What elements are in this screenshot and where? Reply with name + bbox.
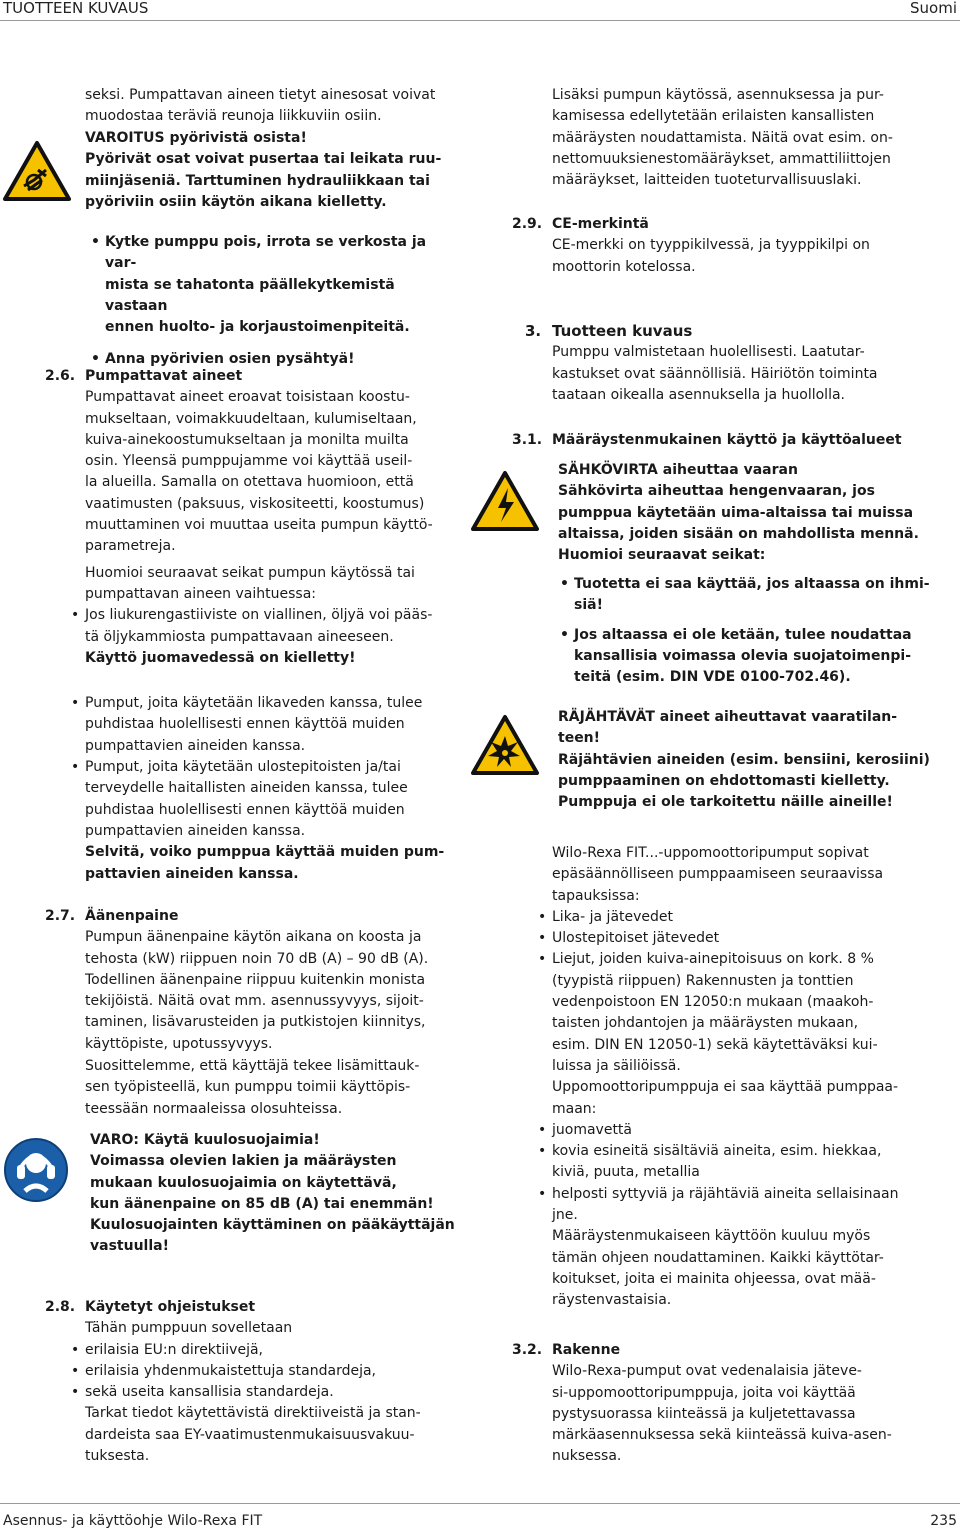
- section-2-9: [552, 214, 952, 278]
- text-line: nettomuuksienestomääräykset, ammattiliittojen: [552, 150, 891, 167]
- section-number-2-6: 2.6.: [45, 368, 76, 384]
- text-line: Määräystenmukaiseen käyttöön kuuluu myös: [552, 1228, 871, 1245]
- text-line: kastukset ovat säännöllisiä. Häiriötön toiminta: [552, 365, 878, 382]
- warning-title: RÄJÄHTÄVÄT aineet aiheuttavat vaaratilan-: [558, 709, 898, 725]
- text-line: epäsäännölliseen pumppaamiseen seuraavissa: [552, 866, 884, 883]
- warning-title: SÄHKÖVIRTA aiheuttaa vaaran: [558, 462, 798, 478]
- text-line: moottorin kotelossa.: [552, 258, 696, 275]
- text-line: Tähän pumppuun sovelletaan: [85, 1320, 293, 1337]
- section-3-1-title: Määräystenmukainen käyttö ja käyttöalueet: [552, 432, 902, 448]
- section-2-8: [85, 1297, 460, 1467]
- section-title: Rakenne: [552, 1342, 621, 1358]
- text-line: taataan oikealla asennuksella ja huollolla.: [552, 386, 845, 403]
- text-line: kuiva-ainekoostumukseltaan ja monilta muilta: [85, 431, 409, 448]
- text-line: Pumppuja ei ole tarkoitettu näille aineille!: [558, 794, 893, 811]
- text-line: kansallisia voimassa olevia suojatoimenpi-: [574, 647, 912, 664]
- text-line: dardeista saa EY-vaatimustenmukaisuusvakuu-: [85, 1426, 415, 1443]
- bullet-item: • Pumput, joita käytetään likaveden kanssa, tulee: [85, 693, 460, 714]
- text-line: Huomioi seuraavat seikat pumpun käytössä tai: [85, 564, 415, 581]
- text-line: Todellinen äänenpaine riippuu kuitenkin monista: [85, 971, 426, 988]
- text-line: luissa ja säiliöissä.: [552, 1057, 681, 1074]
- text-line: Huomioi seuraavat seikat:: [558, 547, 766, 564]
- section-title: Tuotteen kuvaus: [552, 322, 693, 340]
- text-line: terveydelle haitallisten aineiden kanssa, tulee: [85, 780, 408, 797]
- text-line: taisten johdantojen ja määräysten mukaan,: [552, 1015, 859, 1032]
- bullet-item: • Jos altaassa ei ole ketään, tulee noudattaa: [574, 625, 954, 646]
- section-2-7: [85, 906, 460, 1120]
- text-line: esim. DIN EN 12050-1) sekä käytettäväksi kui-: [552, 1036, 878, 1053]
- text-line: mukaan kuulosuojaimia on käytettävä,: [90, 1174, 397, 1191]
- text-line: parametreja.: [85, 538, 176, 555]
- page-footer: [0, 1503, 960, 1532]
- bullet-item: • Tuotetta ei saa käyttää, jos altaassa on ihmi-: [574, 574, 954, 595]
- text-line: puhdistaa huolellisesti ennen käyttöä muiden: [85, 801, 405, 818]
- text-line: Sähkövirta aiheuttaa hengenvaaran, jos: [558, 483, 875, 500]
- text-line: Selvitä, voiko pumppua käyttää muiden pum-: [85, 844, 445, 861]
- text-line: CE-merkki on tyyppikilvessä, ja tyyppikilpi on: [552, 237, 870, 254]
- text-line: pumppua käytetään uima-altaissa tai muissa: [558, 504, 914, 521]
- bullet-item: • Lika- ja jätevedet: [552, 907, 952, 928]
- text-line: vastuulla!: [90, 1238, 169, 1255]
- section-title: Pumpattavat aineet: [85, 368, 243, 384]
- text-line: Kuulosuojainten käyttäminen on pääkäyttäjän: [90, 1217, 455, 1234]
- text-line: jne.: [552, 1207, 578, 1224]
- text-line: pattavien aineiden kanssa.: [85, 865, 299, 882]
- text-line: seksi. Pumpattavan aineen tietyt ainesosat voivat: [85, 87, 436, 103]
- text-line: pyöriviin osiin käytön aikana kielletty.: [85, 193, 387, 210]
- text-line: maan:: [552, 1100, 597, 1117]
- text-line: altaissa, joiden sisään on mahdollista mennä.: [558, 525, 919, 542]
- text-line: mukseltaan, voimakkuudeltaan, kulumiseltaan,: [85, 410, 417, 427]
- section-number-2-7: 2.7.: [45, 908, 76, 924]
- page-header: [0, 0, 960, 21]
- text-line: tä öljykammiosta pumpattavaan aineeseen.: [85, 628, 394, 645]
- rotating-warning-bullets: [105, 232, 455, 371]
- text-line: Pumpun äänenpaine käytön aikana on koosta ja: [85, 929, 422, 946]
- text-line: koitukset, joita ei mainita ohjeessa, ovat mää-: [552, 1270, 876, 1287]
- bullet-item: • Anna pyörivien osien pysähtyä!: [105, 349, 455, 370]
- text-line: nuksessa.: [552, 1448, 622, 1465]
- section-number-3-2: 3.2.: [512, 1342, 543, 1358]
- section-title: Äänenpaine: [85, 908, 179, 924]
- text-line: la alueilla. Samalla on otettava huomioon, että: [85, 474, 414, 491]
- electric-shock-warning-icon: [470, 470, 540, 532]
- bullet-item: • erilaisia yhdenmukaistettuja standardeja,: [85, 1361, 460, 1382]
- text-line: muuttaminen voi muuttaa useita pumpun käyttö-: [85, 517, 433, 534]
- section-number-3: 3.: [525, 322, 542, 340]
- hearing-protection-warning: [90, 1130, 460, 1258]
- bullet-item: • Jos liukurengastiiviste on viallinen, öljyä voi pääs-: [85, 605, 460, 626]
- text-line: Wilo-Rexa-pumput ovat vedenalaisia jäteve-: [552, 1363, 862, 1380]
- warning-title: VAROITUS pyörivistä osista!: [85, 130, 307, 146]
- text-line: teitä (esim. DIN VDE 0100-702.46).: [574, 669, 851, 686]
- text-line: teessään normaaleissa olosuhteissa.: [85, 1100, 343, 1117]
- text-line: pumpattavien aineiden kanssa.: [85, 822, 306, 839]
- text-line: (tyypistä riippuen) Rakennusten ja tonttien: [552, 972, 854, 989]
- electric-warning-bullets: [574, 574, 954, 688]
- section-title: Käytetyt ohjeistukset: [85, 1299, 256, 1315]
- text-line: käyttöpiste, upotussyvyys.: [85, 1035, 273, 1052]
- text-line: määräykset, laitteiden tuoteturvallisuuslaki.: [552, 172, 862, 189]
- text-line: tuksesta.: [85, 1448, 150, 1465]
- text-line: räystenvastaisia.: [552, 1292, 672, 1309]
- header-section-title: TUOTTEEN KUVAUS: [3, 0, 149, 17]
- text-line: Pumppu valmistetaan huolellisesti. Laatutar-: [552, 344, 865, 361]
- explosive-warning-icon: [470, 714, 540, 776]
- text-line: taminen, lisävarusteiden ja putkistojen kiinnitys,: [85, 1014, 426, 1031]
- bullet-item: • erilaisia EU:n direktiivejä,: [85, 1340, 460, 1361]
- text-line: pumpattavan aineen vaihtuessa:: [85, 585, 316, 602]
- hand-crush-warning-icon: [2, 140, 72, 202]
- text-line: Suosittelemme, että käyttäjä tekee lisämittauk-: [85, 1058, 420, 1075]
- page-number: 235: [930, 1513, 957, 1529]
- text-line: Käyttö juomavedessä on kielletty!: [85, 649, 356, 666]
- bullet-item: • helposti syttyviä ja räjähtäviä aineita sellaisinaan: [552, 1184, 952, 1205]
- text-line: osin. Yleensä pumppujamme voi käyttää useil-: [85, 453, 413, 470]
- rotating-parts-warning: [85, 128, 455, 213]
- section-3: [552, 321, 952, 406]
- electric-warning: [558, 460, 953, 566]
- right-intro: [552, 85, 952, 191]
- text-line: siä!: [574, 597, 603, 614]
- text-line: pystysuorassa kiinteässä ja kuljetettavassa: [552, 1405, 856, 1422]
- text-line: Lisäksi pumpun käytössä, asennuksessa ja pur-: [552, 87, 884, 103]
- text-line: Uppomoottoripumppuja ei saa käyttää pumppaa-: [552, 1079, 899, 1096]
- text-line: määräysten noudattamista. Näitä ovat esim. on-: [552, 129, 893, 146]
- text-line: miinjäseniä. Tarttuminen hydrauliikkaan tai: [85, 172, 430, 189]
- text-line: märkäasennuksessa sekä kiinteässä kuiva-asen-: [552, 1427, 892, 1444]
- text-line: puhdistaa huolellisesti ennen käyttöä muiden: [85, 716, 405, 733]
- text-line: tehosta (kW) riippuen noin 70 dB (A) – 90 dB (A).: [85, 950, 429, 967]
- text-line: tapauksissa:: [552, 887, 640, 904]
- text-line: sen työpisteellä, kun pumppu toimii käyttöpis-: [85, 1079, 411, 1096]
- bullet-item: • sekä useita kansallisia standardeja.: [85, 1382, 460, 1403]
- text-line: Pumpattavat aineet eroavat toisistaan koostu-: [85, 389, 410, 406]
- text-line: pumppaaminen on ehdottomasti kielletty.: [558, 772, 890, 789]
- text-line: pumpattavien aineiden kanssa.: [85, 737, 306, 754]
- text-line: si-uppomoottoripumppuja, joita voi käyttää: [552, 1384, 856, 1401]
- section-number-3-1: 3.1.: [512, 432, 543, 448]
- section-title: CE-merkintä: [552, 216, 649, 232]
- text-line: ennen huolto- ja korjaustoimenpiteitä.: [105, 319, 410, 336]
- left-intro: [85, 85, 455, 128]
- text-line: Wilo-Rexa FIT...-uppomoottoripumput sopivat: [552, 845, 869, 861]
- bullet-item: • Kytke pumppu pois, irrota se verkosta ja var-: [105, 232, 455, 275]
- explosive-warning: [558, 707, 953, 813]
- bullet-item: • kovia esineitä sisältäviä aineita, esim. hiekkaa,: [552, 1141, 952, 1162]
- bullet-item: • Pumput, joita käytetään ulostepitoisten ja/tai: [85, 757, 460, 778]
- text-line: Pyörivät osat voivat pusertaa tai leikata ruu-: [85, 151, 442, 168]
- section-number-2-9: 2.9.: [512, 216, 543, 232]
- text-line: Tarkat tiedot käytettävistä direktiiveistä ja stan-: [85, 1405, 421, 1422]
- text-line: tekijöistä. Näitä ovat mm. asennussyvyys, sijoit-: [85, 993, 424, 1010]
- text-line: Voimassa olevien lakien ja määräysten: [90, 1153, 397, 1170]
- section-3-1-body: [552, 843, 952, 1312]
- text-line: tämän ohjeen noudattaminen. Kaikki käyttötar-: [552, 1249, 884, 1266]
- warning-title: VARO: Käytä kuulosuojaimia!: [90, 1132, 320, 1148]
- section-3-2: [552, 1340, 952, 1468]
- text-line: muodostaa teräviä reunoja liikkuviin osiin.: [85, 108, 382, 125]
- bullet-item: • Liejut, joiden kuiva-ainepitoisuus on kork. 8 %: [552, 949, 952, 970]
- bullet-item: • juomavettä: [552, 1120, 952, 1141]
- text-line: vaatimusten (paksuus, viskositeetti, koostumus): [85, 495, 425, 512]
- text-line: teen!: [558, 730, 601, 747]
- section-number-2-8: 2.8.: [45, 1299, 76, 1315]
- header-language: Suomi: [910, 0, 957, 17]
- text-line: Räjähtävien aineiden (esim. bensiini, kerosiini): [558, 751, 930, 768]
- section-2-6: [85, 366, 460, 885]
- text-line: kiviä, puuta, metallia: [552, 1164, 700, 1181]
- bullet-item: • Ulostepitoiset jätevedet: [552, 928, 952, 949]
- text-line: mista se tahatonta päällekytkemistä vastaan: [105, 276, 395, 314]
- footer-doc-title: Asennus- ja käyttöohje Wilo-Rexa FIT: [3, 1513, 263, 1529]
- text-line: kun äänenpaine on 85 dB (A) tai enemmän!: [90, 1195, 434, 1212]
- text-line: kamisessa edellytetään erilaisten kansallisten: [552, 108, 875, 125]
- ear-protection-icon: [3, 1137, 69, 1203]
- text-line: vedenpoistoon EN 12050:n mukaan (maakoh-: [552, 994, 874, 1011]
